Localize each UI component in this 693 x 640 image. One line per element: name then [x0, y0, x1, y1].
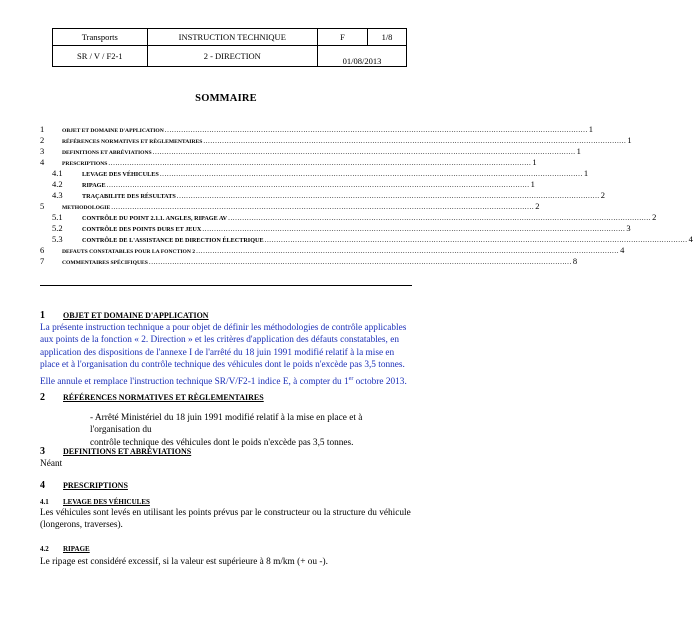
toc-leader-dots: .................................................................................................................................................................................... [203, 137, 627, 145]
toc-entry-4-2[interactable] [52, 179, 535, 190]
toc-entry-1[interactable] [40, 124, 594, 135]
toc-entry-5-2[interactable] [52, 223, 631, 234]
toc-entry-number: 5.3 [52, 234, 63, 244]
toc-leader-dots: .................................................................................................................................................................................... [196, 247, 620, 255]
toc-entry-number: 2 [40, 135, 45, 145]
toc-entry-page: 1 [532, 157, 537, 167]
section-title: RÉFÉRENCES NORMATIVES ET RÈGLEMENTAIRES [63, 393, 264, 402]
toc-entry-text: DEFAUTS CONSTATABLES POUR LA FONCTION 2 [62, 249, 196, 255]
text-line: La présente instruction technique a pour objet de définir les méthodologies de contrôle applicables [40, 323, 407, 333]
section-title: LEVAGE DES VÉHICULES [63, 498, 150, 506]
toc-entry-page: 1 [627, 135, 632, 145]
header-org: Transports [53, 29, 148, 46]
section-1-paragraph [40, 322, 412, 371]
toc-entry-page: 8 [572, 256, 578, 266]
toc-entry-7[interactable] [40, 256, 578, 267]
section-2-heading [40, 392, 264, 404]
text-line: application des dispositions de l'annexe I de l'arrêté du 18 juin 1991 modifié relatif à la mise en [40, 347, 395, 358]
toc-entry-number: 4.1 [52, 168, 63, 178]
text-line: contrôle technique des véhicules dont le poids n'excède pas 3,5 tonnes. [90, 437, 354, 448]
toc-entry-text: CONTRÔLE DES POINTS DURS ET JEUX [82, 226, 202, 233]
toc-entry-page: 4 [620, 245, 625, 255]
text-line: aux points de la fonction « 2. Direction » et les critères d'application des défauts constatables, en [40, 335, 399, 346]
toc-entry-page: 2 [600, 190, 606, 200]
toc-entry-4[interactable] [40, 157, 537, 168]
toc-entry-page: 1 [530, 179, 535, 189]
toc-entry-page: 1 [588, 124, 594, 134]
toc-entry-page: 2 [535, 201, 540, 211]
text-line: (longerons, traverses). [40, 520, 123, 531]
horizontal-divider [40, 285, 412, 286]
toc-leader-dots: .................................................................................................................................................................................... [159, 170, 583, 178]
section-4-2-paragraph [40, 556, 412, 568]
header-version: F [317, 29, 367, 46]
section-4-2-heading [40, 544, 90, 553]
toc-entry-4-3[interactable] [52, 190, 606, 201]
toc-leader-dots: .................................................................................................................................................................................... [176, 192, 600, 200]
text-superscript: er [348, 376, 354, 382]
toc-title: SOMMAIRE [195, 93, 257, 104]
section-number: 1 [40, 310, 45, 321]
section-4-1-paragraph [40, 507, 412, 532]
toc-entry-2[interactable] [40, 135, 632, 146]
section-3-body: Néant [40, 459, 63, 469]
text-run: octobre 2013. [353, 377, 407, 388]
toc-entry-page: 1 [583, 168, 589, 178]
toc-leader-dots: .................................................................................................................................................................................... [106, 181, 530, 189]
toc-entry-text: CONTRÔLE DE L'ASSISTANCE DE DIRECTION ÉLECTRIQUE [82, 237, 264, 244]
section-title: DEFINITIONS ET ABRÉVIATIONS [63, 447, 192, 456]
section-title: RIPAGE [63, 545, 90, 553]
toc-entry-text: PRESCRIPTIONS [62, 161, 108, 167]
toc-leader-dots: .................................................................................................................................................................................... [111, 203, 535, 211]
toc-entry-text: DEFINITIONS ET ABRÉVIATIONS [62, 150, 152, 156]
toc-entry-number: 3 [40, 146, 45, 156]
text-run: Elle annule et remplace l'instruction technique SR/V/F2-1 indice E, à compter du 1 [40, 377, 349, 388]
header-doc-type: INSTRUCTION TECHNIQUE [147, 29, 317, 46]
toc-entry-text: COMMENTAIRES SPÉCIFIQUES [62, 260, 148, 266]
section-title: OBJET ET DOMAINE D'APPLICATION [63, 311, 209, 320]
toc-leader-dots: .................................................................................................................................................................................... [108, 159, 532, 167]
section-2-paragraph [90, 412, 412, 449]
section-1-heading [40, 310, 209, 322]
document-header-table [52, 28, 407, 67]
toc-leader-dots: .................................................................................................................................................................................... [148, 258, 572, 266]
toc-entry-number: 5.2 [52, 223, 63, 233]
toc-entry-text: LEVAGE DES VÉHICULES [82, 171, 159, 178]
text-line: - Arrêté Ministériel du 18 juin 1991 modifié relatif à la mise en place et à l'organisation du [90, 413, 363, 436]
toc-entry-5-3[interactable] [52, 234, 693, 245]
section-title: PRESCRIPTIONS [63, 481, 128, 490]
toc-entry-text: TRAÇABILITE DES RÉSULTATS [82, 193, 176, 200]
toc-entry-number: 4.3 [52, 190, 63, 200]
toc-entry-text: OBJET ET DOMAINE D'APPLICATION [62, 128, 164, 134]
toc-leader-dots: .................................................................................................................................................................................... [264, 236, 688, 244]
toc-entry-number: 7 [40, 256, 45, 266]
toc-entry-number: 4 [40, 157, 45, 167]
toc-leader-dots: .................................................................................................................................................................................... [164, 126, 588, 134]
toc-entry-3[interactable] [40, 146, 581, 157]
section-number: 4.1 [40, 498, 49, 506]
toc-entry-text: RÉFÉRENCES NORMATIVES ET RÈGLEMENTAIRES [62, 139, 203, 145]
toc-entry-page: 3 [626, 223, 631, 233]
toc-entry-number: 5 [40, 201, 45, 211]
toc-entry-5-1[interactable] [52, 212, 657, 223]
section-number: 2 [40, 392, 45, 403]
section-4-1-heading [40, 497, 150, 506]
toc-entry-4-1[interactable] [52, 168, 589, 179]
header-subject: 2 - DIRECTION [147, 46, 317, 67]
toc-entry-text: METHODOLOGIE [62, 205, 111, 211]
section-1-paragraph-2 [40, 373, 412, 388]
toc-entry-number: 6 [40, 245, 45, 255]
toc-leader-dots: .................................................................................................................................................................................... [152, 148, 576, 156]
text-line: Le ripage est considéré excessif, si la valeur est supérieure à 8 m/km (+ ou -). [40, 557, 328, 567]
toc-entry-page: 1 [576, 146, 581, 156]
header-ref: SR / V / F2-1 [53, 46, 148, 67]
section-number: 3 [40, 446, 45, 457]
toc-entry-page: 4 [688, 234, 693, 244]
header-date: 01/08/2013 [317, 46, 406, 67]
toc-leader-dots: .................................................................................................................................................................................... [228, 214, 652, 222]
toc-entry-page: 2 [652, 212, 657, 222]
section-number: 4.2 [40, 545, 49, 553]
text-line: Les véhicules sont levés en utilisant les points prévus par le constructeur ou la structure du véhicule [40, 508, 411, 518]
section-3-heading [40, 446, 191, 458]
header-page: 1/8 [368, 29, 407, 46]
section-4-heading [40, 480, 128, 492]
toc-entry-text: CONTRÔLE DU POINT 2.1.1. ANGLES, RIPAGE AV [82, 215, 228, 222]
toc-entry-number: 1 [40, 124, 45, 134]
toc-entry-number: 5.1 [52, 212, 63, 222]
text-line: place et à l'organisation du contrôle technique des véhicules dont le poids n'excède pas 3,5 tonnes. [40, 359, 405, 370]
toc-entry-5[interactable] [40, 201, 540, 212]
toc-entry-number: 4.2 [52, 179, 63, 189]
toc-entry-6[interactable] [40, 245, 625, 256]
section-number: 4 [40, 480, 45, 491]
toc-entry-text: RIPAGE [82, 182, 106, 189]
toc-leader-dots: .................................................................................................................................................................................... [202, 225, 626, 233]
